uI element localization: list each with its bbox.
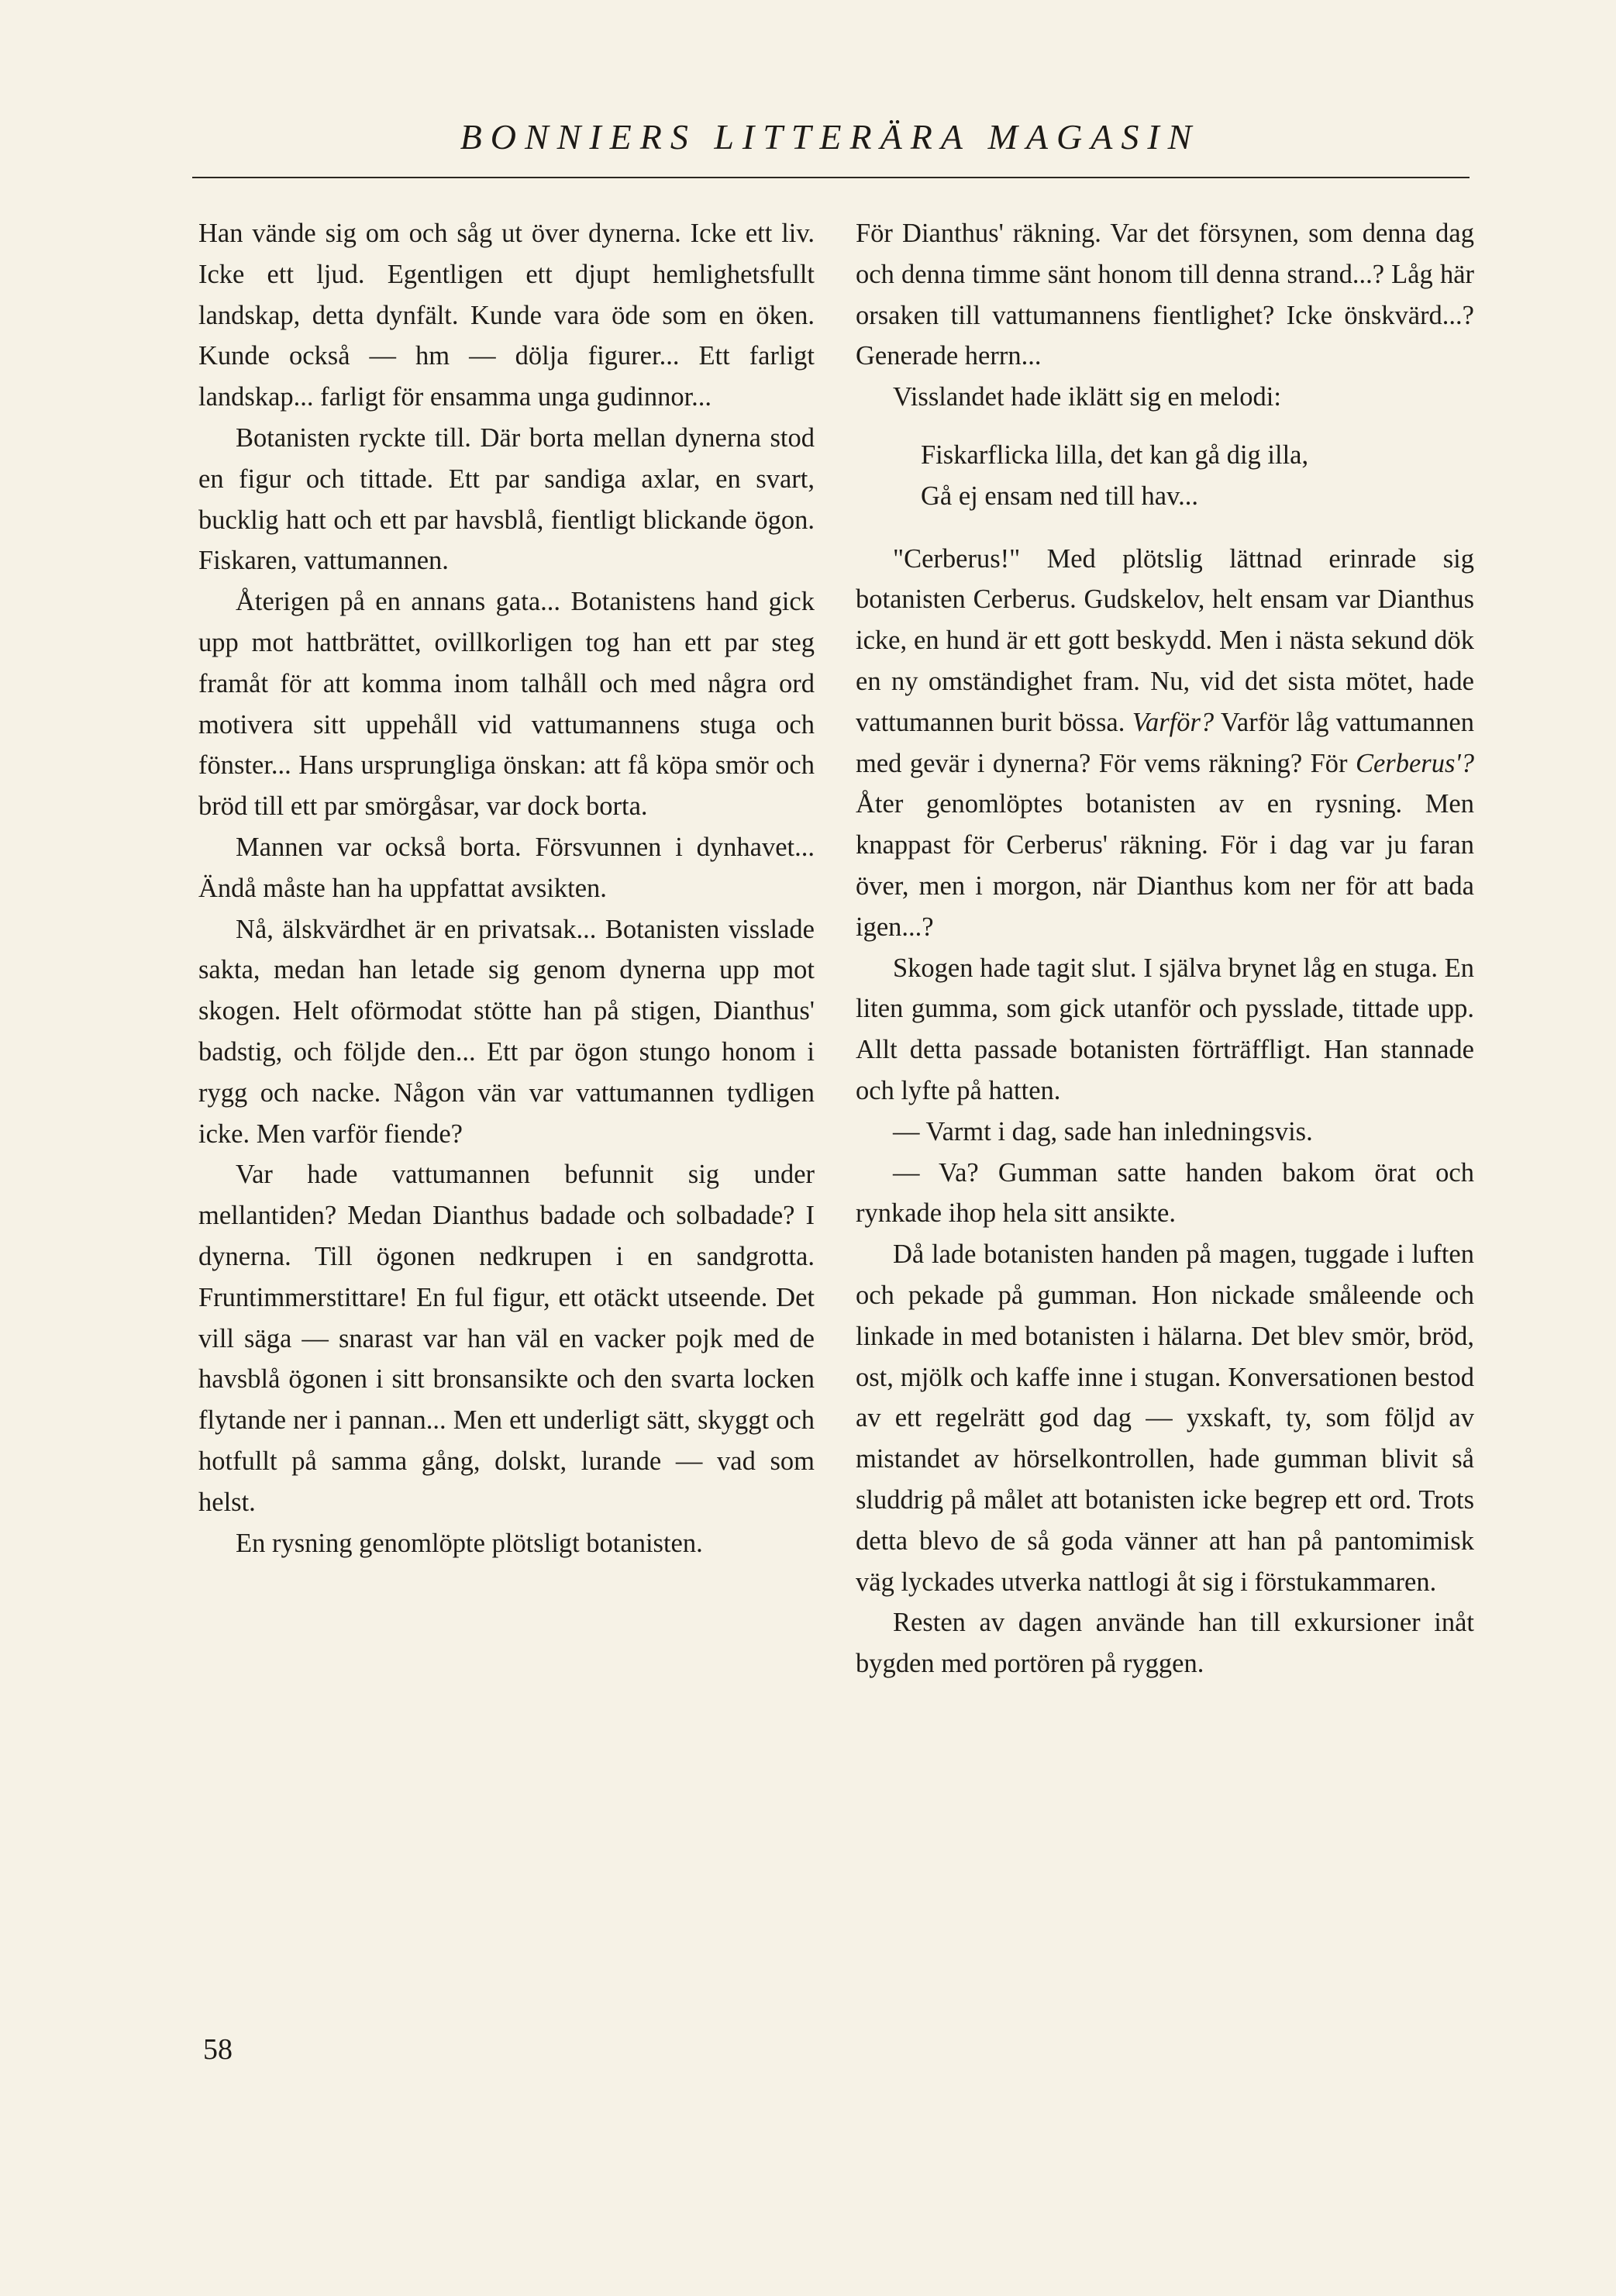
paragraph: Då lade botanisten handen på magen, tuggade i luften och pekade på gumman. Hon nickade småleende och linkade in med botanisten i hälarna. Det blev smör, bröd, ost, mjölk och kaffe inne i stugan. Konversationen bestod av ett regelrätt god dag — yxskaft, ty, som följd av mistandet av hörselkontrollen, hade gumman blivit så sluddrig på målet att botanisten icke begrep ett ord. Trots detta blevo de så goda vänner att han på pantomimisk väg lyckades utverka nattlogi åt sig i förstukammaren. <box>856 1239 1474 1597</box>
paragraph-text: Varför låg vattumannen med gevär i dynerna? För vems räkning? För <box>856 707 1474 778</box>
paragraph: Skogen hade tagit slut. I själva brynet låg en stuga. En liten gumma, som gick utanför och pysslade, tittade upp. Allt detta passade botanisten förträffligt. Han stannade och lyfte på hatten. <box>856 953 1474 1105</box>
paragraph: Han vände sig om och såg ut över dynerna. Icke ett liv. Icke ett ljud. Egentligen ett djupt hemlighetsfullt landskap, detta dynfält. Kunde vara öde som en öken. Kunde också — hm — dölja figurer... Ett farligt landskap... farligt för ensamma unga gudinnor... <box>198 219 815 412</box>
verse-quote <box>856 435 1474 517</box>
page-number: 58 <box>203 2033 233 2066</box>
verse-line: Gå ej ensam ned till hav... <box>921 481 1198 511</box>
verse-line: Fiskarflicka lilla, det kan gå dig illa, <box>921 440 1309 470</box>
left-column <box>198 213 815 1563</box>
paragraph: Nå, älskvärdhet är en privatsak... Botanisten visslade sakta, medan han letade sig genom dynerna upp mot skogen. Helt oförmodat stötte han på stigen, Dianthus' badstig, och följde den... Ett par ögon stungo honom i rygg och nacke. Någon vän var vattumannen tydligen icke. Men varför fiende? <box>198 914 815 1149</box>
header-rule <box>192 177 1470 178</box>
paragraph: För Dianthus' räkning. Var det försynen, som denna dag och denna timme sänt honom till denna strand...? Låg här orsaken till vattumannens fientlighet? Icke önskvärd...? Generade herrn... <box>856 219 1474 371</box>
paragraph: Resten av dagen använde han till exkursioner inåt bygden med portören på ryggen. <box>856 1608 1474 1679</box>
paragraph: — Va? Gumman satte handen bakom örat och rynkade ihop hela sitt ansikte. <box>856 1157 1474 1229</box>
running-header: BONNIERS LITTERÄRA MAGASIN <box>460 117 1201 157</box>
paragraph: Återigen på en annans gata... Botanistens hand gick upp mot hattbrättet, ovillkorligen tog han ett par steg framåt för att komma inom talhåll och med några ord motivera sitt uppehåll vid vattumannens stuga och fönster... Hans ursprungliga önskan: att få köpa smör och bröd till ett par smörgåsar, var dock borta. <box>198 587 815 822</box>
paragraph-text: "Cerberus!" Med plötslig lättnad erinrade sig botanisten Cerberus. Gudskelov, helt ensam var Dianthus icke, en hund är ett gott beskydd. Men i nästa sekund dök en ny omständighet fram. Nu, vid det sista mötet, hade vattumannen burit bössa. <box>856 543 1474 737</box>
paragraph: Botanisten ryckte till. Där borta mellan dynerna stod en figur och tittade. Ett par sandiga axlar, en svart, bucklig hatt och ett par havsblå, fientligt blickande ögon. Fiskaren, vattumannen. <box>198 422 815 576</box>
paragraph: — Varmt i dag, sade han inledningsvis. <box>893 1116 1313 1146</box>
paragraph: Mannen var också borta. Försvunnen i dynhavet... Ändå måste han ha uppfattat avsikten. <box>198 832 815 903</box>
italic-text: Varför? <box>1132 707 1215 737</box>
paragraph: Visslandet hade iklätt sig en melodi: <box>893 382 1281 412</box>
paragraph <box>856 539 1474 948</box>
paragraph: En rysning genomlöpte plötsligt botanisten. <box>236 1528 703 1558</box>
italic-text: Cerberus'? <box>1355 748 1474 778</box>
right-column <box>856 213 1474 1684</box>
paragraph-text: Åter genomlöptes botanisten av en rysning. Men knappast för Cerberus' räkning. För i dag var ju faran över, men i morgon, när Dianthus kom ner för att bada igen...? <box>856 789 1474 942</box>
paragraph: Var hade vattumannen befunnit sig under mellantiden? Medan Dianthus badade och solbadade? I dynerna. Till ögonen nedkrupen i en sandgrotta. Fruntimmerstittare! En ful figur, ett otäckt utseende. Det vill säga — snarast var han väl en vacker pojk med de havsblå ögonen i sitt bronsansikte och den svarta locken flytande ner i pannan... Men ett underligt sätt, skyggt och hotfullt på samma gång, dolskt, lurande — vad som helst. <box>198 1160 815 1517</box>
